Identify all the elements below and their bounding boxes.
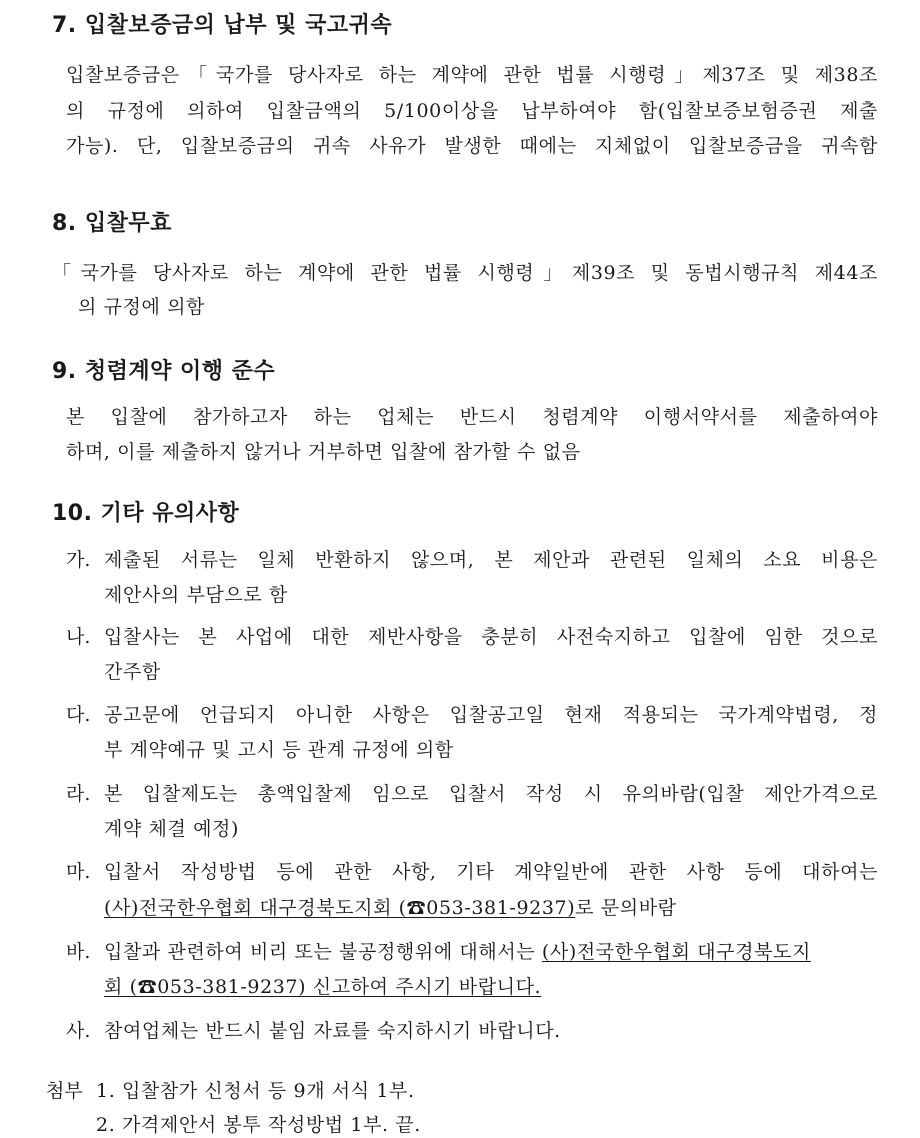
item-na-line-1: 입찰사는 본 사업에 대한 제반사항을 충분히 사전숙지하고 입찰에 임한 것으로 — [104, 626, 878, 648]
item-sa-marker: 사. — [66, 1020, 91, 1042]
item-ma-marker: 마. — [66, 861, 91, 883]
item-sa-line-1: 참여업체는 반드시 붙임 자료를 숙지하시기 바랍니다. — [104, 1020, 561, 1042]
section-7-line-2: 의 규정에 의하여 입찰금액의 5/100이상을 납부하여야 함(입찰보증보험증권 제출 — [66, 100, 878, 122]
contact-underlined: (사)전국한우협회 대구경북도지회 (☎053-381-9237) — [104, 897, 576, 919]
attachment-item-1: 1. 입찰참가 신청서 등 9개 서식 1부. — [96, 1080, 415, 1102]
attachment-item-2: 2. 가격제안서 봉투 작성방법 1부. 끝. — [96, 1114, 421, 1136]
attachment-label: 첨부 — [46, 1080, 83, 1102]
item-ba-marker: 바. — [66, 941, 91, 963]
section-8-line-2: 의 규정에 의함 — [78, 296, 206, 318]
section-7-line-1: 입찰보증금은「국가를 당사자로 하는 계약에 관한 법률 시행령」제37조 및 제38조 — [66, 64, 878, 86]
item-ra-line-1: 본 입찰제도는 총액입찰제 임으로 입찰서 작성 시 유의바람(입찰 제안가격으로 — [104, 783, 878, 805]
item-da-line-2: 부 계약예규 및 고시 등 관계 규정에 의함 — [104, 739, 454, 761]
section-8-heading: 8. 입찰무효 — [52, 211, 172, 236]
section-8-line-1: 「국가를 당사자로 하는 계약에 관한 법률 시행령」제39조 및 동법시행규칙 제44조 — [52, 262, 878, 284]
item-ba-line-1-underlined: (사)전국한우협회 대구경북도지 — [541, 941, 811, 963]
item-ga-line-1: 제출된 서류는 일체 반환하지 않으며, 본 제안과 관련된 일체의 소요 비용은 — [104, 549, 878, 571]
item-ga-line-2: 제안사의 부담으로 함 — [104, 584, 288, 606]
item-ma-line-2-rest: 로 문의바람 — [575, 897, 677, 919]
item-da-marker: 다. — [66, 704, 91, 726]
item-ba-line-2-underlined: 회 (☎053-381-9237) 신고하여 주시기 바랍니다. — [104, 976, 542, 998]
item-na-line-2: 간주함 — [104, 661, 161, 683]
item-ga-marker: 가. — [66, 549, 91, 571]
item-ra-line-2: 계약 체결 예정) — [104, 818, 240, 840]
item-ra-marker: 라. — [66, 783, 91, 805]
item-ba-line-2 — [104, 972, 541, 999]
section-9-heading: 9. 청렴계약 이행 준수 — [52, 359, 276, 384]
item-ma-line-2 — [104, 893, 677, 920]
item-na-marker: 나. — [66, 626, 91, 648]
item-ba-line-1-plain: 입찰과 관련하여 비리 또는 불공정행위에 대해서는 — [104, 941, 542, 963]
item-ma-line-1: 입찰서 작성방법 등에 관한 사항, 기타 계약일반에 관한 사항 등에 대하여는 — [104, 861, 878, 883]
section-9-line-1: 본 입찰에 참가하고자 하는 업체는 반드시 청렴계약 이행서약서를 제출하여야 — [66, 406, 878, 428]
section-7-line-3: 가능). 단, 입찰보증금의 귀속 사유가 발생한 때에는 지체없이 입찰보증금을 귀속함 — [66, 135, 878, 157]
item-ba-line-1 — [104, 937, 811, 964]
section-9-line-2: 하며, 이를 제출하지 않거나 거부하면 입찰에 참가할 수 없음 — [66, 441, 581, 463]
section-7-heading: 7. 입찰보증금의 납부 및 국고귀속 — [52, 13, 393, 38]
item-da-line-1: 공고문에 언급되지 아니한 사항은 입찰공고일 현재 적용되는 국가계약법령, 정 — [104, 704, 878, 726]
section-10-heading: 10. 기타 유의사항 — [52, 501, 240, 526]
